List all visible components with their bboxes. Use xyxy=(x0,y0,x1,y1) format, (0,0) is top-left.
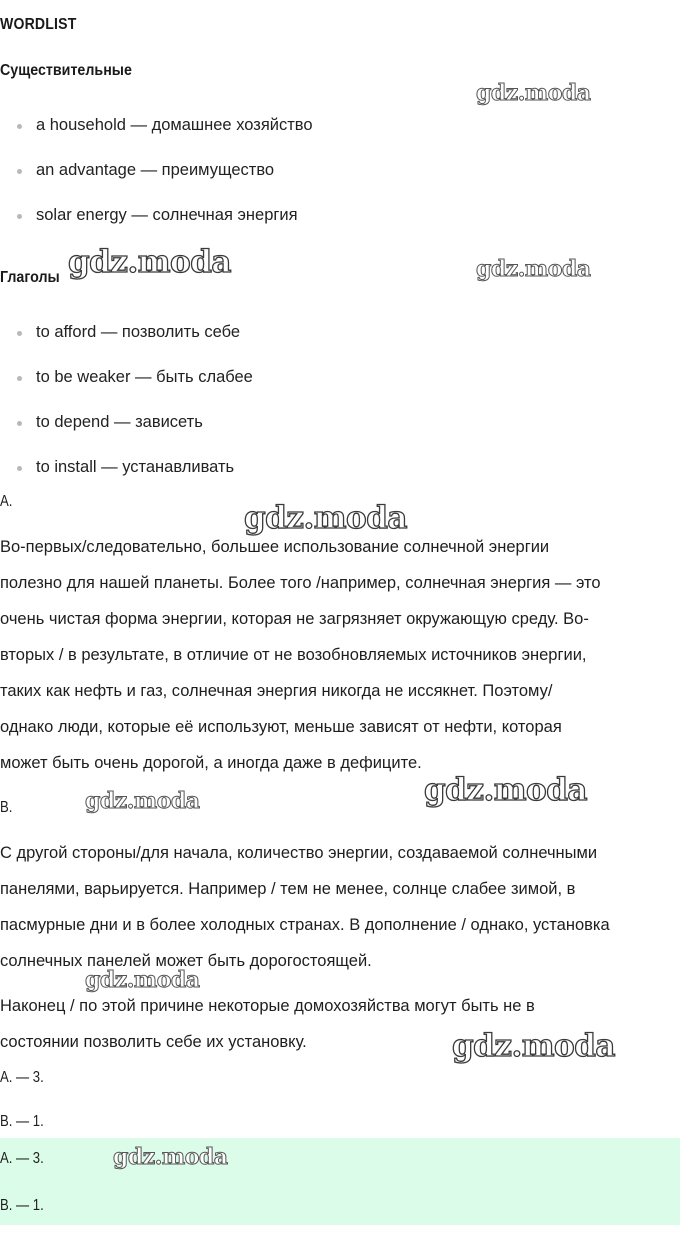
watermark-logo: gdz.moda xyxy=(452,1028,615,1064)
section-b-label: B. xyxy=(0,799,13,816)
bullet-dot xyxy=(17,124,22,129)
watermark-logo: gdz.moda xyxy=(476,256,591,282)
list-item: to afford — позволить себе xyxy=(36,323,241,341)
paragraph-line: вторых / в результате, в отличие от не возобновляемых источников энергии, xyxy=(0,646,587,664)
answer-b: B. — 1. xyxy=(0,1113,44,1130)
paragraph-line: солнечных панелей может быть дорогостоящей. xyxy=(0,952,372,970)
nouns-heading: Существительные xyxy=(0,62,132,79)
bullet-dot xyxy=(17,214,22,219)
watermark-logo: gdz.moda xyxy=(113,1144,228,1170)
paragraph-line: может быть очень дорогой, а иногда даже в дефиците. xyxy=(0,754,422,772)
paragraph-line: очень чистая форма энергии, которая не загрязняет окружающую среду. Во- xyxy=(0,610,589,628)
paragraph-line: панелями, варьируется. Например / тем не менее, солнце слабее зимой, в xyxy=(0,880,576,898)
watermark-logo: gdz.moda xyxy=(476,80,591,106)
watermark-logo: gdz.moda xyxy=(85,788,200,814)
wordlist-title: WORDLIST xyxy=(0,16,77,33)
answer-highlight-box xyxy=(0,1138,680,1225)
bullet-dot xyxy=(17,169,22,174)
highlighted-answer-b: B. — 1. xyxy=(0,1197,44,1214)
list-item: a household — домашнее хозяйство xyxy=(36,116,313,134)
bullet-dot xyxy=(17,421,22,426)
answer-a: A. — 3. xyxy=(0,1069,44,1086)
list-item: solar energy — солнечная энергия xyxy=(36,206,298,224)
paragraph-line: полезно для нашей планеты. Более того /например, солнечная энергия — это xyxy=(0,574,601,592)
paragraph-line: Во-первых/следовательно, большее использование солнечной энергии xyxy=(0,538,550,556)
bullet-dot xyxy=(17,331,22,336)
watermark-logo: gdz.moda xyxy=(424,772,587,808)
paragraph-line: С другой стороны/для начала, количество энергии, создаваемой солнечными xyxy=(0,844,598,862)
section-a-label: A. xyxy=(0,493,13,510)
paragraph-line: однако люди, которые её используют, меньше зависят от нефти, которая xyxy=(0,718,562,736)
paragraph-line: состоянии позволить себе их установку. xyxy=(0,1033,307,1051)
watermark-logo: gdz.moda xyxy=(244,500,407,536)
paragraph-line: таких как нефть и газ, солнечная энергия никогда не иссякнет. Поэтому/ xyxy=(0,682,553,700)
verbs-heading: Глаголы xyxy=(0,269,60,286)
list-item: to install — устанавливать xyxy=(36,458,235,476)
paragraph-line: Наконец / по этой причине некоторые домохозяйства могут быть не в xyxy=(0,997,535,1015)
watermark-logo: gdz.moda xyxy=(85,967,200,993)
paragraph-line: пасмурные дни и в более холодных странах. В дополнение / однако, установка xyxy=(0,916,610,934)
highlighted-answer-a: A. — 3. xyxy=(0,1150,44,1167)
watermark-logo: gdz.moda xyxy=(68,244,231,280)
bullet-dot xyxy=(17,466,22,471)
list-item: to be weaker — быть слабее xyxy=(36,368,253,386)
list-item: an advantage — преимущество xyxy=(36,161,275,179)
bullet-dot xyxy=(17,376,22,381)
list-item: to depend — зависеть xyxy=(36,413,203,431)
